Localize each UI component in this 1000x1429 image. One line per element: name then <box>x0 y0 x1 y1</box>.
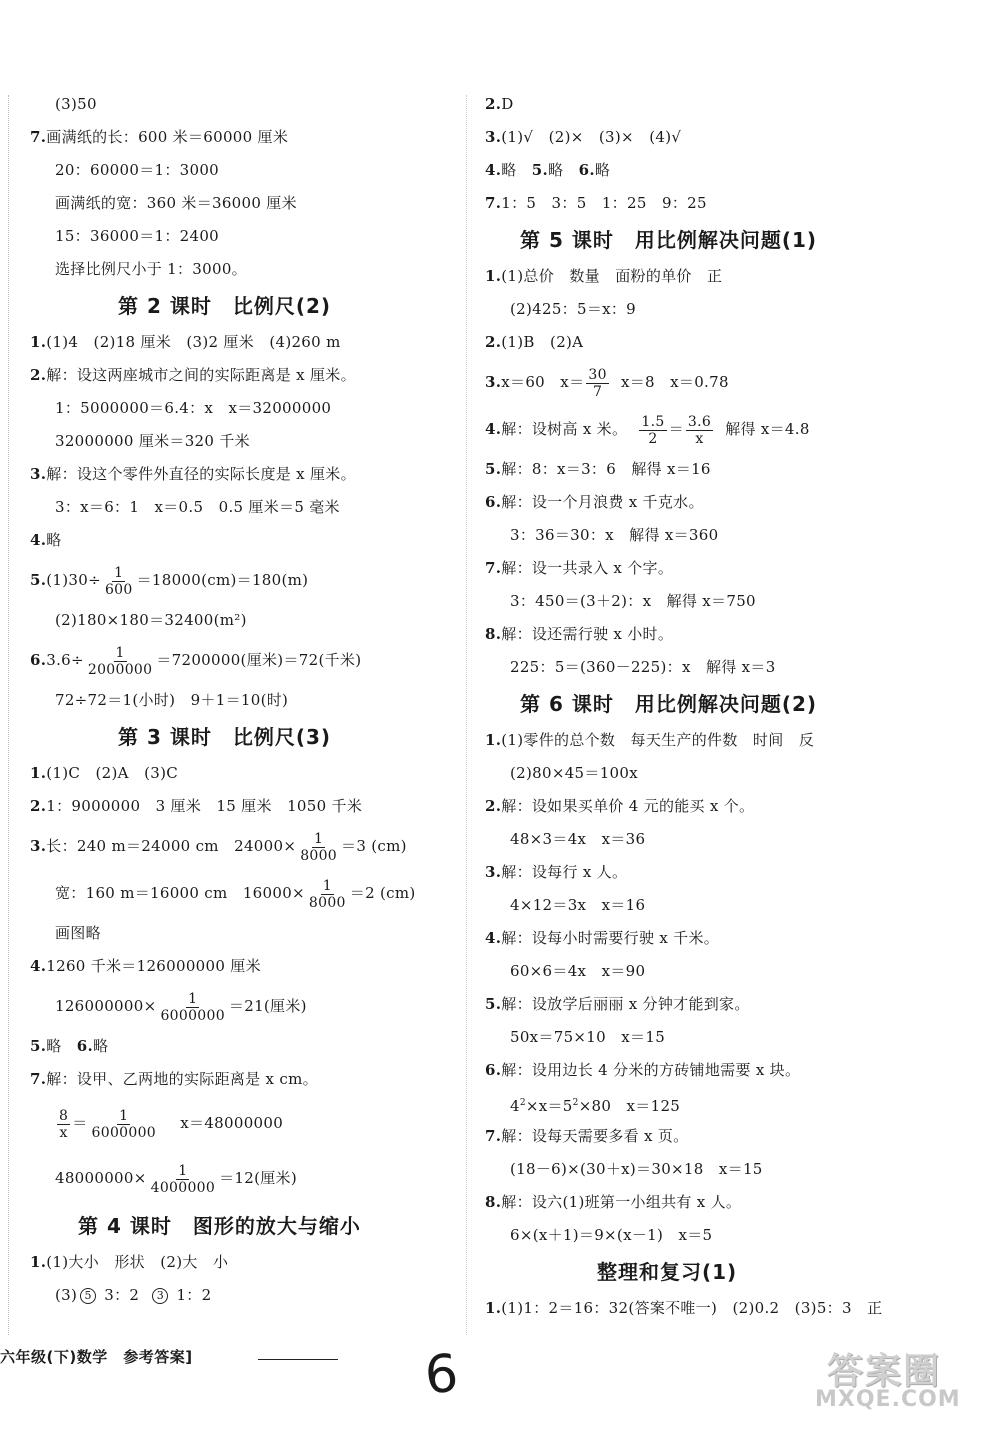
answer-text: 画满纸的长：600 米＝60000 厘米 <box>46 128 289 146</box>
left-column <box>30 88 450 1312</box>
numerator: 1 <box>314 830 324 847</box>
denominator: 2000000 <box>87 661 153 678</box>
question-number: 7. <box>485 559 502 577</box>
answer-text: 解：设每小时需要行驶 x 千米。 <box>501 929 720 947</box>
question-number: 7. <box>30 1070 47 1088</box>
question-number: 6. <box>30 651 47 669</box>
answer-text: 解：设树高 x 米。 <box>501 420 628 438</box>
question-number: 1. <box>30 1253 47 1271</box>
answer-line: 画图略 <box>55 924 101 942</box>
answer-text: 解：设还需行驶 x 小时。 <box>501 625 674 643</box>
section-heading-lesson-4: 第 4 课时 图形的放大与缩小 <box>78 1214 361 1238</box>
answer-text: 3.6÷ <box>46 651 84 669</box>
answer-line: (3)50 <box>55 95 97 113</box>
right-column <box>485 88 985 1325</box>
answer-text: ＝12(厘米) <box>219 1169 297 1187</box>
answer-text: 3：2 <box>104 1286 140 1304</box>
answer-text: 解：设甲、乙两地的实际距离是 x cm。 <box>46 1070 318 1088</box>
answer-text: 1：5 3：5 1：25 9：25 <box>501 194 707 212</box>
page-number: 6 <box>422 1343 461 1407</box>
numerator: 30 <box>588 366 607 383</box>
watermark-text: 答案圈 <box>827 1351 942 1392</box>
answer-text: x＝8 x＝0.78 <box>620 373 729 391</box>
denominator: 4000000 <box>150 1179 216 1196</box>
answer-text: (1)30÷ <box>46 571 101 589</box>
equals-sign: ＝ <box>72 1114 88 1132</box>
denominator: 7 <box>592 383 603 400</box>
answer-text: 解：设放学后丽丽 x 分钟才能到家。 <box>501 995 750 1013</box>
answer-line: 3：450＝(3＋2)：x 解得 x＝750 <box>510 592 756 610</box>
answer-text: 解：设每天需要多看 x 页。 <box>501 1127 689 1145</box>
equals-sign: ＝ <box>668 420 684 438</box>
answer-text: ＝21(厘米) <box>228 997 307 1015</box>
answer-text: 解：设这个零件外直径的实际长度是 x 厘米。 <box>46 465 356 483</box>
section-heading-lesson-5: 第 5 课时 用比例解决问题(1) <box>520 228 818 252</box>
question-number: 2. <box>485 333 502 351</box>
denominator: 2 <box>648 430 658 447</box>
fraction <box>57 1108 70 1141</box>
answer-line: 72÷72＝1(小时) 9＋1＝10(时) <box>55 691 289 709</box>
answer-text: 宽：160 m＝16000 cm 16000× <box>55 884 305 902</box>
answer-text: ＝2 (cm) <box>349 884 416 902</box>
answer-line: 60×6＝4x x＝90 <box>510 962 646 980</box>
answer-text: 长：240 m＝24000 cm 24000× <box>46 837 297 855</box>
left-margin-line <box>8 95 9 1335</box>
numerator: 8 <box>59 1107 69 1124</box>
numerator: 1 <box>119 1107 129 1124</box>
question-number: 7. <box>485 194 502 212</box>
numerator: 1 <box>115 644 125 661</box>
answer-text: (3) <box>55 1286 78 1304</box>
question-number: 2. <box>30 797 47 815</box>
answer-text: (1)C (2)A (3)C <box>46 764 178 782</box>
fraction <box>90 1108 158 1141</box>
question-number: 3. <box>485 128 502 146</box>
answer-text: 解：设如果买单价 4 元的能买 x 个。 <box>501 797 755 815</box>
fraction <box>86 645 154 678</box>
denominator: x <box>59 1124 68 1141</box>
answer-text: D <box>501 95 514 113</box>
answer-text: ＝3 (cm) <box>341 837 407 855</box>
answer-text: 解：设这两座城市之间的实际距离是 x 厘米。 <box>46 366 356 384</box>
answer-line: (2)425：5＝x：9 <box>510 300 637 318</box>
answer-text: 略 <box>46 1037 62 1055</box>
answer-text: (1)B (2)A <box>501 333 584 351</box>
answer-text: x＝60 x＝ <box>501 373 585 391</box>
answer-line: 48×3＝4x x＝36 <box>510 830 646 848</box>
question-number: 1. <box>30 764 47 782</box>
column-divider <box>466 95 467 1335</box>
answer-line <box>30 1096 450 1151</box>
exponent: 2 <box>572 1098 579 1108</box>
answer-line <box>30 983 450 1030</box>
answer-text: 4 <box>510 1097 520 1115</box>
answer-line <box>485 1087 985 1120</box>
answer-line: 15：36000＝1：2400 <box>55 227 220 245</box>
section-heading-lesson-6: 第 6 课时 用比例解决问题(2) <box>520 692 818 716</box>
answer-line <box>30 557 450 604</box>
answer-text: 略 <box>548 161 564 179</box>
answer-text: ×80 x＝125 <box>578 1097 681 1115</box>
footer-label: 六年级(下)数学 参考答案] <box>0 1348 193 1366</box>
answer-line <box>30 1151 450 1206</box>
answer-line: 225：5＝(360－225)：x 解得 x＝3 <box>510 658 776 676</box>
answer-text: x＝48000000 <box>180 1114 284 1132</box>
question-number: 5. <box>485 995 502 1013</box>
question-number: 5. <box>531 161 549 179</box>
fraction <box>307 878 348 911</box>
fraction <box>586 367 608 400</box>
denominator: 6000000 <box>91 1124 156 1141</box>
question-number: 4. <box>485 929 502 947</box>
answer-line: 画满纸的宽：360 米＝36000 厘米 <box>55 194 297 212</box>
question-number: 8. <box>485 1193 502 1211</box>
denominator: 8000 <box>308 894 346 911</box>
answer-line: 32000000 厘米＝320 千米 <box>55 432 250 450</box>
answer-line <box>30 1279 450 1312</box>
fraction <box>158 991 226 1024</box>
answer-text: (1)1：2＝16：32(答案不唯一) (2)0.2 (3)5：3 正 <box>501 1299 883 1317</box>
answer-text: 略 <box>93 1037 109 1055</box>
denominator: x <box>695 430 704 447</box>
question-number: 1. <box>485 1299 502 1317</box>
answer-text: 略 <box>501 161 517 179</box>
question-number: 4. <box>485 420 502 438</box>
question-number: 3. <box>485 373 502 391</box>
numerator: 1 <box>178 1162 188 1179</box>
answer-line: 选择比例尺小于 1：3000。 <box>55 260 247 278</box>
question-number: 7. <box>30 128 47 146</box>
question-number: 8. <box>485 625 502 643</box>
question-number: 1. <box>485 267 502 285</box>
answer-text: (1)大小 形状 (2)大 小 <box>46 1253 229 1271</box>
footer-rule <box>258 1359 338 1360</box>
answer-text: 解：8：x＝3：6 解得 x＝16 <box>501 460 711 478</box>
answer-text: 126000000× <box>55 997 157 1015</box>
numerator: 1 <box>188 990 198 1007</box>
answer-text: 解：设一共录入 x 个字。 <box>501 559 674 577</box>
fraction <box>103 565 135 598</box>
answer-text: 略 <box>46 531 62 549</box>
question-number: 2. <box>485 95 502 113</box>
answer-text: 解得 x＝4.8 <box>725 420 810 438</box>
answer-line: 20：60000＝1：3000 <box>55 161 220 179</box>
answer-text: 解：设用边长 4 分米的方砖铺地需要 x 块。 <box>501 1061 801 1079</box>
watermark-url: MXQE.COM <box>815 1387 961 1412</box>
circled-number: 3 <box>152 1288 168 1304</box>
answer-text: ×x＝5 <box>525 1097 573 1115</box>
question-number: 3. <box>30 837 47 855</box>
section-heading-lesson-2: 第 2 课时 比例尺(2) <box>118 294 332 318</box>
answer-line: 3：36＝30：x 解得 x＝360 <box>510 526 719 544</box>
question-number: 5. <box>30 571 47 589</box>
answer-text: (1)√ (2)× (3)× (4)√ <box>501 128 682 146</box>
answer-text: 解：设六(1)班第一小组共有 x 人。 <box>501 1193 742 1211</box>
question-number: 2. <box>30 366 47 384</box>
answer-text: (1)4 (2)18 厘米 (3)2 厘米 (4)260 m <box>46 333 341 351</box>
answer-text: 1：9000000 3 厘米 15 厘米 1050 千米 <box>46 797 363 815</box>
question-number: 4. <box>485 161 502 179</box>
question-number: 1. <box>30 333 47 351</box>
answer-text: (1)零件的总个数 每天生产的件数 时间 反 <box>501 731 815 749</box>
question-number: 4. <box>30 957 47 975</box>
question-number: 3. <box>485 863 502 881</box>
answer-line <box>485 406 985 453</box>
question-number: 7. <box>485 1127 502 1145</box>
answer-text: 1260 千米＝126000000 厘米 <box>46 957 261 975</box>
question-number: 2. <box>485 797 502 815</box>
denominator: 6000000 <box>160 1007 225 1024</box>
exponent: 2 <box>519 1098 526 1108</box>
answer-line: 6×(x＋1)＝9×(x－1) x＝5 <box>510 1226 713 1244</box>
question-number: 6. <box>578 161 595 179</box>
numerator: 3.6 <box>687 413 712 430</box>
answer-line <box>30 121 450 154</box>
answer-line <box>30 870 450 917</box>
answer-line: 1：5000000＝6.4：x x＝32000000 <box>55 399 332 417</box>
answer-text: 略 <box>594 161 611 179</box>
answer-line <box>30 823 450 870</box>
question-number: 5. <box>30 1037 47 1055</box>
question-number: 3. <box>30 465 47 483</box>
answer-line <box>485 359 985 406</box>
fraction <box>686 414 713 447</box>
question-number: 6. <box>76 1037 94 1055</box>
answer-text: 1：2 <box>176 1286 212 1304</box>
fraction <box>298 831 339 864</box>
question-number: 5. <box>485 460 502 478</box>
numerator: 1 <box>322 877 332 894</box>
numerator: 1.5 <box>641 413 665 430</box>
answer-text: 解：设一个月浪费 x 千克水。 <box>501 493 704 511</box>
question-number: 1. <box>485 731 502 749</box>
numerator: 1 <box>114 564 124 581</box>
answer-line: (2)80×45＝100x <box>510 764 638 782</box>
answer-line: (2)180×180＝32400(m²) <box>55 611 247 629</box>
question-number: 6. <box>485 493 502 511</box>
answer-text: (1)总价 数量 面粉的单价 正 <box>501 267 723 285</box>
answer-line: (18－6)×(30＋x)＝30×18 x＝15 <box>510 1160 763 1178</box>
answer-text: 解：设每行 x 人。 <box>501 863 628 881</box>
answer-text: 48000000× <box>55 1169 147 1187</box>
answer-text: ＝18000(cm)＝180(m) <box>136 571 309 589</box>
section-heading-review: 整理和复习(1) <box>597 1260 738 1284</box>
answer-line <box>30 637 450 684</box>
denominator: 600 <box>104 581 133 598</box>
answer-line: 3：x＝6：1 x＝0.5 0.5 厘米＝5 毫米 <box>55 498 340 516</box>
circled-number: 5 <box>80 1288 96 1304</box>
answer-line: 4×12＝3x x＝16 <box>510 896 646 914</box>
fraction <box>149 1163 217 1196</box>
fraction <box>639 414 666 447</box>
denominator: 8000 <box>300 847 338 864</box>
question-number: 4. <box>30 531 47 549</box>
watermark-logo <box>815 1343 990 1418</box>
answer-line: 50x＝75×10 x＝15 <box>510 1028 666 1046</box>
answer-text: ＝7200000(厘米)＝72(千米) <box>156 651 362 669</box>
question-number: 6. <box>485 1061 502 1079</box>
section-heading-lesson-3: 第 3 课时 比例尺(3) <box>118 725 332 749</box>
